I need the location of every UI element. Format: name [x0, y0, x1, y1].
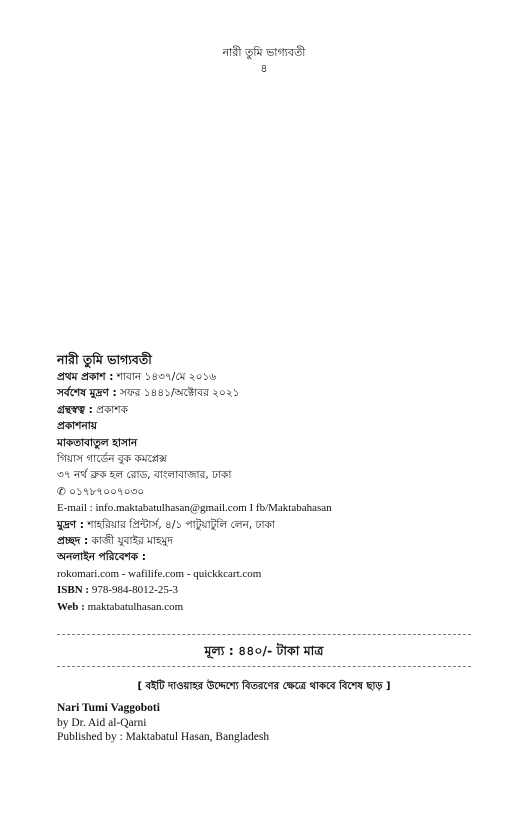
first-edition-line: [57, 369, 477, 385]
phone-icon: ✆: [57, 485, 66, 498]
english-publisher: Published by : Maktabatul Hasan, Bangladesh: [57, 731, 270, 743]
web-value: maktabatulhasan.com: [87, 600, 184, 613]
publisher-name: মাকতাবাতুল হাসান: [57, 436, 138, 449]
isbn-line: [57, 582, 477, 598]
cover-label: প্রচ্ছদ :: [57, 535, 89, 548]
web-line: [57, 599, 477, 615]
phone-number: ০১৭৮৭০০৭০৩০: [69, 485, 145, 498]
address-line-1: গিয়াস গার্ডেন বুক কমপ্লেক্স: [57, 453, 167, 466]
phone-line: [57, 484, 477, 500]
publisher-heading: প্রকাশনায়: [57, 420, 97, 433]
english-credits: [57, 701, 269, 745]
latest-print-value: সফর ১৪৪১/অক্টোবর ২০২১: [120, 387, 240, 400]
latest-print-line: [57, 385, 477, 401]
address-line-2: ৩৭ নর্থ ব্রুক হল রোড, বাংলাবাজার, ঢাকা: [57, 469, 232, 482]
english-author: by Dr. Aid al-Qarni: [57, 716, 147, 729]
online-sites: rokomari.com - wafilife.com - quickkcart.com: [57, 567, 262, 580]
first-edition-label: প্রথম প্রকাশ :: [57, 371, 114, 383]
first-edition-value: শাবান ১৪৩৭/মে ২০১৬: [116, 371, 217, 383]
cover-value: কাজী যুবাইর মাহমুদ: [91, 535, 173, 548]
running-header: নারী তুমি ভাগ্যবতী: [222, 46, 306, 59]
web-label: Web :: [57, 600, 85, 613]
printer-line: [57, 517, 477, 533]
imprint-block: [57, 350, 477, 615]
divider-bottom: [57, 666, 471, 667]
isbn-value: 978-984-8012-25-3: [91, 584, 178, 597]
copyright-line: [57, 402, 477, 418]
page-number: ৪: [260, 62, 268, 75]
copyright-label: গ্রন্থস্বত্ব :: [57, 403, 93, 416]
isbn-label: ISBN :: [57, 584, 90, 597]
printer-value: শাহরিয়ার প্রিন্টার্স, ৪/১ পাটুয়াটুলি লেন, ঢাকা: [87, 518, 275, 531]
online-distributor-label: অনলাইন পরিবেশক :: [57, 551, 146, 564]
copyright-value: প্রকাশক: [96, 403, 128, 416]
english-title: Nari Tumi Vaggoboti: [57, 702, 160, 714]
price-line: মূল্য : ৪৪০/- টাকা মাত্র: [204, 643, 324, 658]
email-line: E-mail : info.maktabatulhasan@gmail.com I fb/Maktabahasan: [57, 502, 332, 515]
cover-line: [57, 533, 477, 549]
printer-label: মুদ্রণ :: [57, 518, 85, 531]
divider-top: [57, 634, 471, 635]
distribution-notice: [ বইটি দাওয়াহর উদ্দেশ্যে বিতরণের ক্ষেত্রে থাকবে বিশেষ ছাড় ]: [137, 681, 391, 692]
book-title: নারী তুমি ভাগ্যবতী: [57, 352, 152, 367]
latest-print-label: সর্বশেষ মুদ্রণ :: [57, 387, 117, 400]
